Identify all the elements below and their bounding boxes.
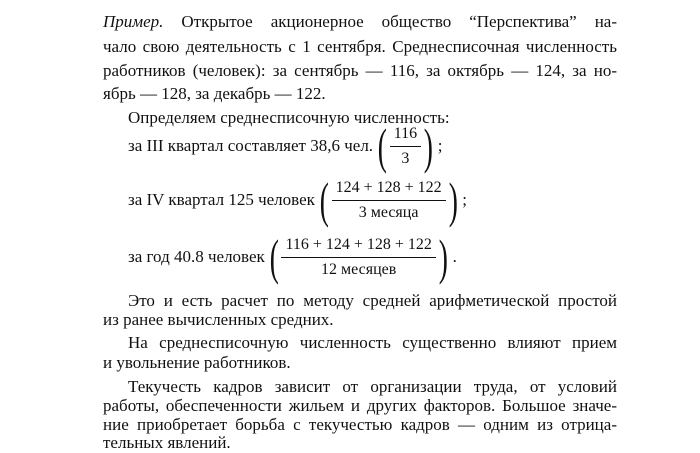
equation-text: за год 40.8 человек — [128, 247, 265, 266]
example-label: Пример. — [103, 12, 164, 31]
paragraph-example-line-1 — [103, 12, 617, 32]
numerator: 116 + 124 + 128 + 122 — [281, 236, 435, 258]
fraction-group — [319, 172, 458, 228]
equation-text: за IV квартал 125 человек — [128, 190, 315, 209]
paragraph-example-line-2: чало свою деятельность с 1 сентября. Среднесписочная численность — [103, 37, 617, 56]
paragraph-influence-line-2: и увольнение работников. — [103, 353, 291, 372]
fraction — [390, 125, 421, 168]
paragraph-determine: Определяем среднесписочную численность: — [128, 108, 450, 127]
paragraph-method-line-1: Это и есть расчет по методу средней арифметической простой — [128, 291, 617, 310]
punctuation: . — [452, 247, 457, 266]
fraction — [281, 236, 435, 279]
right-paren: ) — [448, 172, 458, 228]
right-paren: ) — [423, 118, 434, 174]
punctuation: ; — [462, 190, 467, 209]
fraction — [332, 179, 446, 222]
paragraph-influence-line-1: На среднесписочную численность существенно влияют прием — [128, 333, 617, 352]
paragraph-turnover-line-3: ние приобретает борьба с текучестью кадров — одним из отрица- — [103, 415, 617, 434]
numerator: 124 + 128 + 122 — [332, 179, 446, 201]
equation-quarter-4 — [128, 170, 467, 230]
text: Открытое акционерное общество “Перспектива” на- — [163, 12, 617, 31]
left-paren: ( — [377, 118, 387, 174]
equation-quarter-3 — [128, 116, 443, 176]
left-paren: ( — [319, 172, 329, 228]
paragraph-method-line-2: из ранее вычисленных средних. — [103, 310, 334, 329]
fraction-group — [269, 229, 449, 285]
equation-text: за III квартал составляет 38,6 чел. — [128, 136, 374, 155]
denominator: 12 месяцев — [321, 260, 397, 278]
denominator: 3 месяца — [358, 203, 419, 221]
paragraph-example-line-3: работников (человек): за сентябрь — 116, за октябрь — 124, за но- — [103, 61, 617, 80]
right-paren: ) — [438, 229, 448, 285]
paragraph-example-line-4: ябрь — 128, за декабрь — 122. — [103, 84, 326, 103]
denominator: 3 — [401, 149, 410, 167]
numerator: 116 — [390, 125, 421, 147]
equation-year — [128, 227, 457, 287]
paragraph-turnover-line-4: тельных явлений. — [103, 433, 231, 452]
paragraph-turnover-line-2: работы, обеспеченности жильем и других факторов. Большое значе- — [103, 396, 617, 415]
punctuation: ; — [437, 136, 443, 155]
fraction-group — [377, 118, 434, 174]
left-paren: ( — [269, 229, 279, 285]
paragraph-turnover-line-1: Текучесть кадров зависит от организации труда, от условий — [128, 377, 617, 396]
